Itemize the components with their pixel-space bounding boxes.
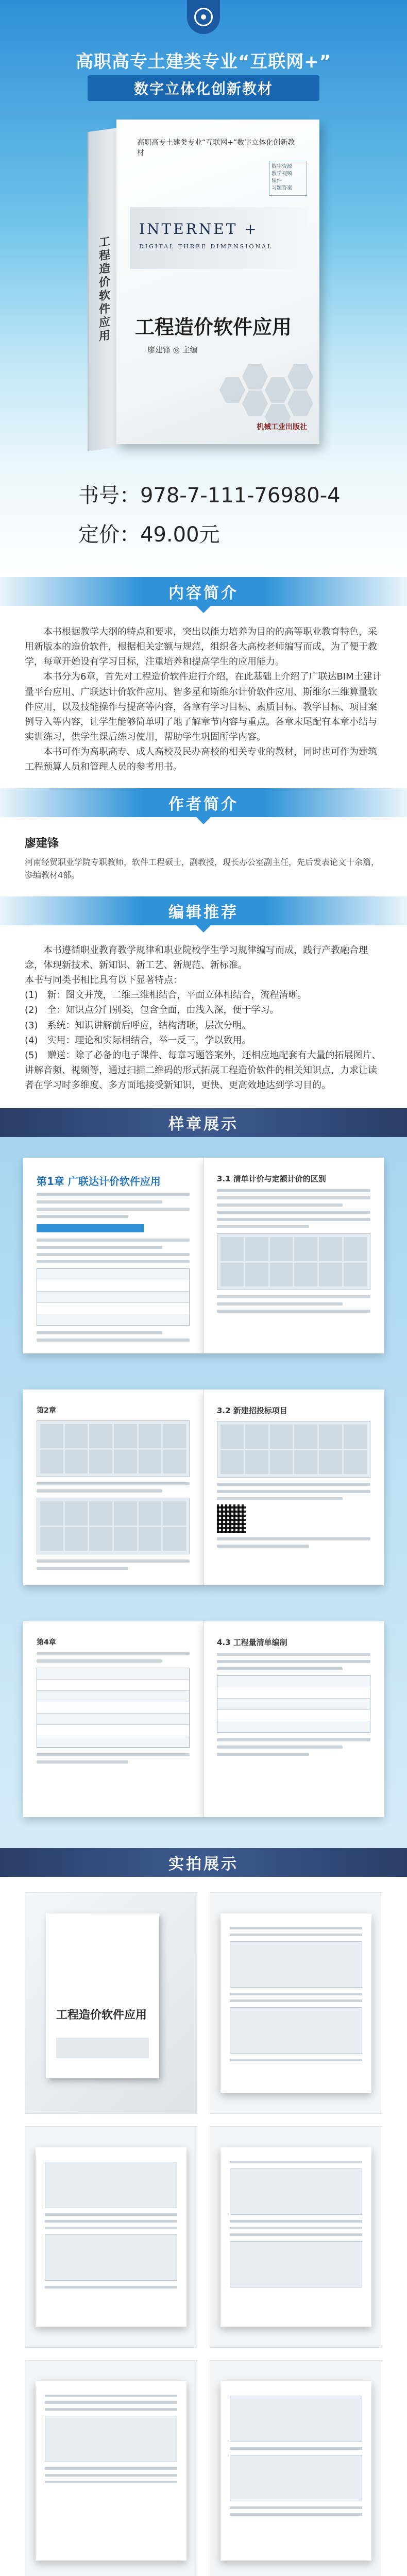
sample-page xyxy=(204,1158,384,1353)
section-title: 内容简介 xyxy=(168,584,239,602)
sample-page xyxy=(23,1389,204,1585)
feature-item: (4) 实用：理论和实际相结合，举一反三，学以致用。 xyxy=(25,1035,251,1046)
photo-gallery xyxy=(0,1877,407,2576)
down-arrow-icon xyxy=(196,606,211,613)
sample-table xyxy=(217,1675,370,1733)
sample-chapter-title: 第4章 xyxy=(37,1638,56,1647)
sample-section-title: 3.2 新建招投标项目 xyxy=(217,1406,287,1416)
down-arrow-icon xyxy=(196,817,211,824)
sample-page xyxy=(204,1389,384,1585)
section-title: 样章展示 xyxy=(168,1115,239,1134)
features-lead: 本书与同类书相比具有以下显著特点： xyxy=(25,975,182,986)
sample-screenshot xyxy=(37,1498,190,1554)
isbn-line xyxy=(78,479,341,509)
cover-title: 工程造价软件应用 xyxy=(135,316,292,338)
sample-table xyxy=(37,1268,190,1326)
section-header-intro xyxy=(0,577,407,606)
intro-paragraph: 本书分为6章，首先对工程造价软件进行介绍，在此基础上介绍了广联达BIM土建计量平台应用、广联达计价软件应用、智多星和斯维尔计价软件应用、斯维尔三维算量软件应用，以及技能操作与提高等内容，各章有学习目标、素质目标、教学目标、项目案例导入等内容，让学生能够简单明了地了解章节内容与重点。各章末尾配有本章小结与实训练习，供学生课后练习使用，帮助学生巩固所学内容。 xyxy=(25,671,382,743)
section-title: 实拍展示 xyxy=(168,1855,239,1874)
publisher-logo xyxy=(187,0,220,34)
sample-screenshot xyxy=(37,1420,190,1477)
features-text xyxy=(0,925,407,1109)
photo-open-book xyxy=(210,2126,382,2348)
hero-banner xyxy=(0,0,407,577)
features-intro: 本书遵循职业教育教学规律和职业院校学生学习规律编写而成，践行产教融合理念，体现新技术、新知识、新工艺、新规范、新标准。 xyxy=(25,944,368,971)
cover-internet: INTERNET + xyxy=(139,221,259,238)
photo-open-book xyxy=(25,2126,197,2348)
cover-label-line: 教学视频 xyxy=(272,171,292,177)
intro-text xyxy=(0,606,407,788)
logo-ring-icon xyxy=(194,8,213,26)
sample-page xyxy=(204,1621,384,1817)
isbn-label: 书号： xyxy=(78,484,140,507)
book-cover-3d xyxy=(88,120,319,449)
section-title: 编辑推荐 xyxy=(168,903,239,922)
sample-screenshot xyxy=(217,1233,370,1290)
section-header-photos xyxy=(0,1848,407,1877)
cover-dimension: DIGITAL THREE DIMENSIONAL xyxy=(139,243,273,250)
series-subtitle: 数字立体化创新教材 xyxy=(88,75,319,101)
author-name: 廖建锋 xyxy=(25,837,59,850)
sample-spread xyxy=(23,1158,384,1353)
sample-pages xyxy=(0,1137,407,1848)
sample-table xyxy=(37,1668,190,1748)
down-arrow-icon xyxy=(196,925,211,933)
sample-page xyxy=(23,1158,204,1353)
photo-book xyxy=(46,1913,159,2078)
book-spine xyxy=(88,128,118,451)
section-header-author xyxy=(0,788,407,817)
price-value: 49.00元 xyxy=(140,523,220,547)
sample-spread xyxy=(23,1389,384,1585)
sample-section-title: 3.1 清单计价与定额计价的区别 xyxy=(217,1174,326,1184)
cover-publisher: 机械工业出版社 xyxy=(257,423,307,431)
feature-item: (1) 新：图文并茂，二维三维相结合，平面立体相结合，流程清晰。 xyxy=(25,990,307,1001)
cover-label-line: 数字资源 xyxy=(272,164,292,170)
photo-open-book xyxy=(210,2360,382,2576)
cover-label-line: 课件 xyxy=(272,178,282,184)
cover-resource-label xyxy=(269,161,307,196)
sample-chapter-title: 第1章 广联达计价软件应用 xyxy=(37,1175,161,1188)
intro-paragraph: 本书可作为高职高专、成人高校及民办高校的相关专业的教材，同时也可作为建筑工程预算人员和管理人员的参考用书。 xyxy=(25,747,377,773)
feature-item: (3) 系统：知识讲解前后呼应，结构清晰，层次分明。 xyxy=(25,1020,251,1031)
sample-spread xyxy=(23,1621,384,1817)
sample-section-title: 4.3 工程量清单编制 xyxy=(217,1638,287,1648)
photo-book-title: 工程造价软件应用 xyxy=(56,2009,147,2022)
sample-page xyxy=(23,1621,204,1817)
spine-title: 工程造价软件应用 xyxy=(97,235,110,344)
intro-paragraph: 本书根据教学大纲的特点和要求，突出以能力培养为目的的高等职业教育特色，采用新版本的造价软件，根据相关定额与规范，组织各大高校老师编写而成，为了便于教学，每章开始设有学习目标，注重培养和提高学生的应用能力。 xyxy=(25,626,377,668)
section-header-features xyxy=(0,896,407,925)
sample-screenshot xyxy=(217,1421,370,1478)
feature-item: (5) 赠送：除了必备的电子课件、每章习题答案外，还相应地配套有大量的拓展图片、讲解音频、视频等，通过扫描二维码的形式拓展工程造价软件的相关知识点，力求让读者在学习时多维度、多方面地接受新知识，更快、更高效地达到学习目的。 xyxy=(25,1049,381,1091)
book-cover xyxy=(116,120,319,444)
price-label: 定价： xyxy=(78,523,140,547)
series-title: 高职高专土建类专业“互联网+” xyxy=(75,52,332,72)
price-line xyxy=(78,518,220,548)
author-bio: 河南经贸职业学院专职教师，软件工程硕士，副教授，现长办公室副主任，先后发表论文十余篇，参编教材4部。 xyxy=(25,857,380,880)
photo-open-book xyxy=(25,2360,197,2576)
feature-item: (2) 全：知识点分门别类，包含全面，由浅入深，便于学习。 xyxy=(25,1005,279,1016)
author-block xyxy=(0,817,407,896)
photo-open-book xyxy=(210,1892,382,2114)
cover-band xyxy=(130,207,306,269)
qr-code-icon xyxy=(217,1504,246,1533)
photo-book-cover xyxy=(25,1892,197,2114)
section-header-samples xyxy=(0,1108,407,1137)
cover-author: 廖建锋 ◎ 主编 xyxy=(147,345,198,354)
cover-series-line: 高职高专土建类专业“互联网+”数字立体化创新教材 xyxy=(137,139,295,157)
cover-label-line: 习题答案 xyxy=(272,185,292,191)
sample-chapter-title: 第2章 xyxy=(37,1406,56,1415)
isbn-value: 978-7-111-76980-4 xyxy=(140,484,341,507)
section-title: 作者简介 xyxy=(168,795,239,814)
